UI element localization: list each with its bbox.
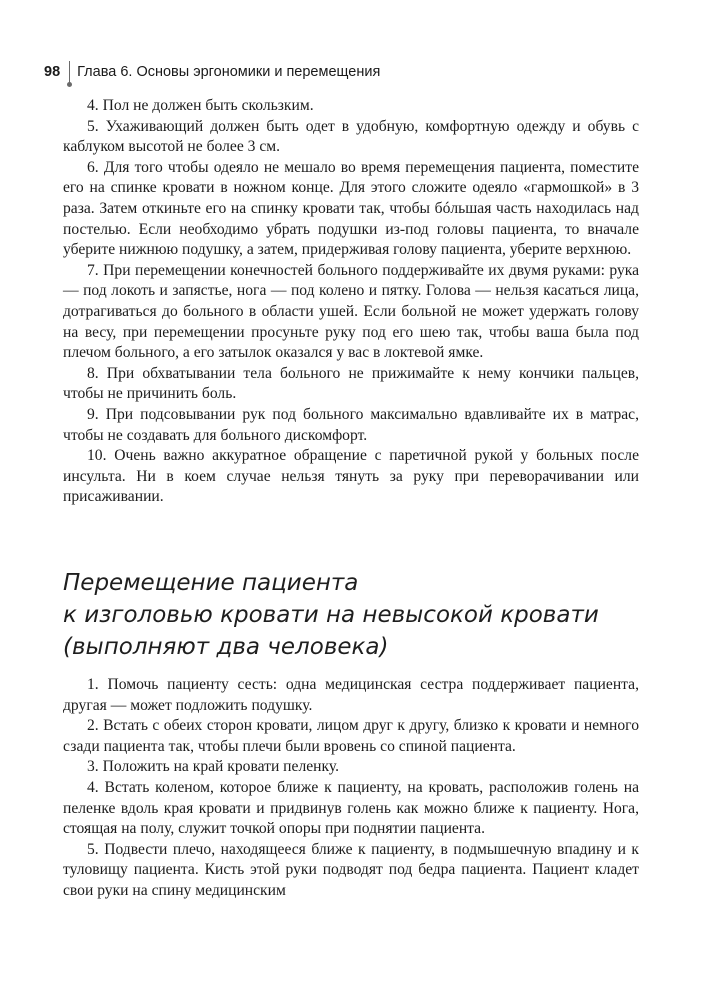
- step-item: 3. Положить на край кровати пеленку.: [87, 758, 339, 776]
- list-item: 8. При обхватывании тела больного не прижимайте к нему кончики пальцев, чтобы не причинить боль.: [63, 364, 639, 403]
- list-item: 5. Ухаживающий должен быть одет в удобную, комфортную одежду и обувь с каблуком высотой не более 3 см.: [63, 117, 639, 156]
- section-heading-line: (выполняют два человека): [63, 634, 389, 660]
- section-heading-line: к изголовью кровати на невысокой кровати: [63, 602, 599, 628]
- list-item: 6. Для того чтобы одеяло не мешало во время перемещения пациента, поместите его на спинке кровати в ножном конце. Для этого сложите одеяло «гармошкой» в 3 раза. Затем откиньте его на спинку кровати так, чтобы бóльшая часть находилась над постелью. Если необходимо убрать подушки из-под головы пациента, то вначале уберите нижнюю подушку, а затем, придерживая голову пациента, уберите верхнюю.: [63, 158, 639, 259]
- step-item: 4. Встать коленом, которое ближе к пациенту, на кровать, расположив голень на пеленке вдоль края кровати и придвинув голень как можно ближе к пациенту. Нога, стоящая на полу, служит точкой опоры при поднятии пациента.: [63, 778, 639, 838]
- list-item: 10. Очень важно аккуратное обращение с паретичной рукой у больных после инсульта. Ни в коем случае нельзя тянуть за руку при переворачивании или присаживании.: [63, 447, 639, 506]
- page-number: 98: [44, 64, 61, 80]
- step-item: 1. Помочь пациенту сесть: одна медицинская сестра поддерживает пациента, другая — может подложить подушку.: [63, 676, 639, 714]
- section-heading: [63, 567, 653, 663]
- header-divider: [69, 61, 70, 83]
- step-item: 5. Подвести плечо, находящееся ближе к пациенту, в подмышечную впадину и к туловищу пациента. Кисть этой руки подводят под бедра пациента. Пациент кладет свои руки на спину медицинским: [63, 840, 639, 899]
- guidelines-list: [63, 96, 639, 508]
- list-item: 9. При подсовывании рук под больного максимально вдавливайте их в матрас, чтобы не создавать для больного дискомфорт.: [63, 405, 639, 444]
- running-header: [44, 60, 380, 84]
- list-item: 7. При перемещении конечностей больного поддерживайте их двумя руками: рука — под локоть и запястье, нога — под колено и пятку. Голова — нельзя касаться лица, дотрагиваться до больного в области ушей. Если больной не может удержать голову на весу, при перемещении просуньте руку под его шею так, чтобы ваша была под плечом больного, а его затылок оказался у вас в локтевой ямке.: [63, 261, 639, 362]
- step-item: 2. Встать с обеих сторон кровати, лицом друг к другу, близко к кровати и немного сзади пациента так, чтобы плечи были вровень со спиной пациента.: [63, 717, 639, 755]
- section-heading-line: Перемещение пациента: [63, 570, 359, 596]
- list-item: 4. Пол не должен быть скользким.: [87, 97, 314, 114]
- chapter-title: Глава 6. Основы эргономики и перемещения: [77, 64, 381, 80]
- procedure-steps: [63, 675, 639, 902]
